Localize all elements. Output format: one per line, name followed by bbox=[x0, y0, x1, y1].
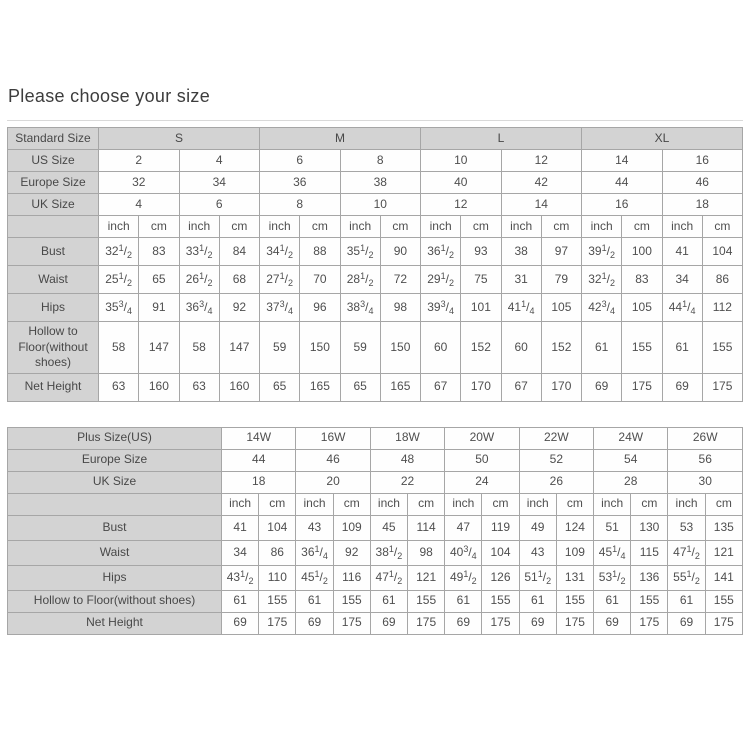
row-label: Hips bbox=[8, 294, 99, 322]
measurement-cell: 147 bbox=[219, 322, 259, 374]
measurement-cell: $41^1/_4$ bbox=[501, 294, 541, 322]
measurement-cell: $32^1/_2$ bbox=[582, 266, 622, 294]
measurement-cell: $35^1/_2$ bbox=[340, 238, 380, 266]
unit-cell: cm bbox=[631, 493, 668, 515]
measurement-cell: $49^1/_2$ bbox=[445, 565, 482, 590]
measurement-cell: 115 bbox=[631, 540, 668, 565]
measurement-cell: 67 bbox=[501, 373, 541, 401]
size-group-cell: L bbox=[421, 128, 582, 150]
measurement-cell: 100 bbox=[622, 238, 662, 266]
unit-cell: cm bbox=[259, 493, 296, 515]
measure-row bbox=[8, 294, 743, 322]
row-label: Hollow to Floor(without shoes) bbox=[8, 590, 222, 612]
measurement-cell: 61 bbox=[296, 590, 333, 612]
measurement-cell: $47^1/_2$ bbox=[370, 565, 407, 590]
unit-cell: inch bbox=[99, 216, 139, 238]
measure-row bbox=[8, 612, 743, 634]
measure-row bbox=[8, 515, 743, 540]
unit-row bbox=[8, 493, 743, 515]
size-value-cell: 14 bbox=[582, 150, 663, 172]
measurement-cell: 41 bbox=[222, 515, 259, 540]
row-label: Standard Size bbox=[8, 128, 99, 150]
row-label: Plus Size(US) bbox=[8, 427, 222, 449]
unit-cell: inch bbox=[260, 216, 300, 238]
measurement-cell: 59 bbox=[260, 322, 300, 374]
row-label: UK Size bbox=[8, 194, 99, 216]
size-value-cell: 18W bbox=[370, 427, 444, 449]
size-row bbox=[8, 194, 743, 216]
measurement-cell: 175 bbox=[705, 612, 742, 634]
measurement-cell: 90 bbox=[380, 238, 420, 266]
size-value-cell: 20 bbox=[296, 471, 370, 493]
size-value-cell: 20W bbox=[445, 427, 519, 449]
unit-cell: cm bbox=[482, 493, 519, 515]
measurement-cell: 31 bbox=[501, 266, 541, 294]
unit-cell: inch bbox=[370, 493, 407, 515]
measurement-cell: 160 bbox=[139, 373, 179, 401]
measurement-cell: 119 bbox=[482, 515, 519, 540]
size-value-cell: 40 bbox=[421, 172, 502, 194]
measurement-cell: 47 bbox=[445, 515, 482, 540]
measurement-cell: $36^1/_2$ bbox=[421, 238, 461, 266]
measurement-cell: 98 bbox=[408, 540, 445, 565]
measure-row bbox=[8, 565, 743, 590]
measurement-cell: 175 bbox=[631, 612, 668, 634]
size-value-cell: 6 bbox=[179, 194, 260, 216]
size-value-cell: 16 bbox=[662, 150, 743, 172]
measurement-cell: 130 bbox=[631, 515, 668, 540]
measurement-cell: 65 bbox=[260, 373, 300, 401]
row-label: Net Height bbox=[8, 373, 99, 401]
unit-cell: cm bbox=[408, 493, 445, 515]
size-value-cell: 30 bbox=[668, 471, 743, 493]
size-row bbox=[8, 427, 743, 449]
size-group-cell: S bbox=[99, 128, 260, 150]
measurement-cell: 121 bbox=[705, 540, 742, 565]
size-value-cell: 24 bbox=[445, 471, 519, 493]
unit-cell: inch bbox=[594, 493, 631, 515]
measurement-cell: 45 bbox=[370, 515, 407, 540]
measurement-cell: 41 bbox=[662, 238, 702, 266]
measurement-cell: 61 bbox=[594, 590, 631, 612]
unit-row-corner bbox=[8, 493, 222, 515]
measurement-cell: 69 bbox=[370, 612, 407, 634]
measurement-cell: 61 bbox=[662, 322, 702, 374]
row-label: Europe Size bbox=[8, 172, 99, 194]
size-value-cell: 4 bbox=[99, 194, 180, 216]
unit-cell: cm bbox=[556, 493, 593, 515]
row-label: Europe Size bbox=[8, 449, 222, 471]
measurement-cell: $38^3/_4$ bbox=[340, 294, 380, 322]
measurement-cell: 43 bbox=[296, 515, 333, 540]
measurement-cell: 43 bbox=[519, 540, 556, 565]
measure-row bbox=[8, 322, 743, 374]
row-label: Hips bbox=[8, 565, 222, 590]
measurement-cell: 63 bbox=[99, 373, 139, 401]
measurement-cell: $42^3/_4$ bbox=[582, 294, 622, 322]
size-value-cell: 28 bbox=[594, 471, 668, 493]
measurement-cell: 116 bbox=[333, 565, 370, 590]
unit-cell: cm bbox=[300, 216, 340, 238]
row-label: Net Height bbox=[8, 612, 222, 634]
measurement-cell: 65 bbox=[340, 373, 380, 401]
measurement-cell: 60 bbox=[421, 322, 461, 374]
measurement-cell: 69 bbox=[668, 612, 705, 634]
measurement-cell: 112 bbox=[702, 294, 742, 322]
measurement-cell: 124 bbox=[556, 515, 593, 540]
measurement-cell: 34 bbox=[222, 540, 259, 565]
measurement-cell: 155 bbox=[622, 322, 662, 374]
measurement-cell: 75 bbox=[461, 266, 501, 294]
measurement-cell: 141 bbox=[705, 565, 742, 590]
unit-cell: inch bbox=[662, 216, 702, 238]
size-group-row bbox=[8, 128, 743, 150]
measurement-cell: 155 bbox=[631, 590, 668, 612]
size-value-cell: 14 bbox=[501, 194, 582, 216]
unit-cell: inch bbox=[445, 493, 482, 515]
size-value-cell: 16 bbox=[582, 194, 663, 216]
unit-cell: inch bbox=[179, 216, 219, 238]
size-row bbox=[8, 471, 743, 493]
measurement-cell: 155 bbox=[556, 590, 593, 612]
unit-cell: cm bbox=[622, 216, 662, 238]
unit-cell: cm bbox=[139, 216, 179, 238]
measurement-cell: $39^1/_2$ bbox=[582, 238, 622, 266]
measurement-cell: 175 bbox=[482, 612, 519, 634]
measurement-cell: 59 bbox=[340, 322, 380, 374]
measurement-cell: $29^1/_2$ bbox=[421, 266, 461, 294]
measurement-cell: 93 bbox=[461, 238, 501, 266]
row-label: US Size bbox=[8, 150, 99, 172]
measurement-cell: 72 bbox=[380, 266, 420, 294]
measurement-cell: 67 bbox=[421, 373, 461, 401]
measurement-cell: 105 bbox=[541, 294, 581, 322]
unit-row-corner bbox=[8, 216, 99, 238]
measure-row bbox=[8, 238, 743, 266]
unit-cell: cm bbox=[541, 216, 581, 238]
measurement-cell: $51^1/_2$ bbox=[519, 565, 556, 590]
measurement-cell: 155 bbox=[408, 590, 445, 612]
size-value-cell: 10 bbox=[340, 194, 421, 216]
measurement-cell: 60 bbox=[501, 322, 541, 374]
measurement-cell: 175 bbox=[333, 612, 370, 634]
measurement-cell: $47^1/_2$ bbox=[668, 540, 705, 565]
row-label: Waist bbox=[8, 540, 222, 565]
measurement-cell: 109 bbox=[556, 540, 593, 565]
measurement-cell: 34 bbox=[662, 266, 702, 294]
measurement-cell: 91 bbox=[139, 294, 179, 322]
measurement-cell: 104 bbox=[259, 515, 296, 540]
measurement-cell: 97 bbox=[541, 238, 581, 266]
measurement-cell: $45^1/_2$ bbox=[296, 565, 333, 590]
size-value-cell: 12 bbox=[421, 194, 502, 216]
row-label: Hollow to Floor(without shoes) bbox=[8, 322, 99, 374]
measurement-cell: 155 bbox=[333, 590, 370, 612]
row-label: Bust bbox=[8, 238, 99, 266]
measurement-cell: 69 bbox=[519, 612, 556, 634]
unit-cell: inch bbox=[519, 493, 556, 515]
page-title: Please choose your size bbox=[8, 86, 211, 106]
measurement-cell: 136 bbox=[631, 565, 668, 590]
size-value-cell: 36 bbox=[260, 172, 341, 194]
size-value-cell: 46 bbox=[296, 449, 370, 471]
measurement-cell: 79 bbox=[541, 266, 581, 294]
measure-row bbox=[8, 266, 743, 294]
size-group-cell: XL bbox=[582, 128, 743, 150]
measurement-cell: 109 bbox=[333, 515, 370, 540]
measurement-cell: 61 bbox=[222, 590, 259, 612]
unit-cell: cm bbox=[705, 493, 742, 515]
measurement-cell: 175 bbox=[259, 612, 296, 634]
measurement-cell: $55^1/_2$ bbox=[668, 565, 705, 590]
measurement-cell: 69 bbox=[445, 612, 482, 634]
size-value-cell: 10 bbox=[421, 150, 502, 172]
measure-row bbox=[8, 373, 743, 401]
measurement-cell: $36^3/_4$ bbox=[179, 294, 219, 322]
size-value-cell: 8 bbox=[340, 150, 421, 172]
unit-cell: cm bbox=[461, 216, 501, 238]
plus-size-table bbox=[7, 427, 743, 635]
size-value-cell: 22W bbox=[519, 427, 593, 449]
measurement-cell: 83 bbox=[622, 266, 662, 294]
measurement-cell: 175 bbox=[622, 373, 662, 401]
row-label: Bust bbox=[8, 515, 222, 540]
measurement-cell: $25^1/_2$ bbox=[99, 266, 139, 294]
unit-cell: cm bbox=[219, 216, 259, 238]
measurement-cell: 61 bbox=[370, 590, 407, 612]
measurement-cell: 165 bbox=[380, 373, 420, 401]
measurement-cell: 61 bbox=[519, 590, 556, 612]
measurement-cell: $34^1/_2$ bbox=[260, 238, 300, 266]
measurement-cell: 150 bbox=[380, 322, 420, 374]
unit-row bbox=[8, 216, 743, 238]
measurement-cell: 152 bbox=[541, 322, 581, 374]
measurement-cell: 96 bbox=[300, 294, 340, 322]
measure-row bbox=[8, 590, 743, 612]
measurement-cell: 170 bbox=[461, 373, 501, 401]
measurement-cell: 63 bbox=[179, 373, 219, 401]
measurement-cell: 88 bbox=[300, 238, 340, 266]
measurement-cell: 104 bbox=[482, 540, 519, 565]
size-value-cell: 38 bbox=[340, 172, 421, 194]
measurement-cell: $37^3/_4$ bbox=[260, 294, 300, 322]
measurement-cell: 152 bbox=[461, 322, 501, 374]
size-value-cell: 50 bbox=[445, 449, 519, 471]
measurement-cell: 131 bbox=[556, 565, 593, 590]
size-value-cell: 42 bbox=[501, 172, 582, 194]
measurement-cell: 155 bbox=[259, 590, 296, 612]
unit-cell: inch bbox=[222, 493, 259, 515]
row-label: UK Size bbox=[8, 471, 222, 493]
measure-row bbox=[8, 540, 743, 565]
measurement-cell: 58 bbox=[179, 322, 219, 374]
measurement-cell: 110 bbox=[259, 565, 296, 590]
measurement-cell: $26^1/_2$ bbox=[179, 266, 219, 294]
measurement-cell: 155 bbox=[482, 590, 519, 612]
measurement-cell: 69 bbox=[582, 373, 622, 401]
measurement-cell: $39^3/_4$ bbox=[421, 294, 461, 322]
measurement-cell: 69 bbox=[594, 612, 631, 634]
measurement-cell: 101 bbox=[461, 294, 501, 322]
measurement-cell: 170 bbox=[541, 373, 581, 401]
size-value-cell: 56 bbox=[668, 449, 743, 471]
measurement-cell: 160 bbox=[219, 373, 259, 401]
measurement-cell: 69 bbox=[296, 612, 333, 634]
measurement-cell: 114 bbox=[408, 515, 445, 540]
size-value-cell: 12 bbox=[501, 150, 582, 172]
measurement-cell: $35^3/_4$ bbox=[99, 294, 139, 322]
size-value-cell: 8 bbox=[260, 194, 341, 216]
size-value-cell: 54 bbox=[594, 449, 668, 471]
measurement-cell: $33^1/_2$ bbox=[179, 238, 219, 266]
measurement-cell: 68 bbox=[219, 266, 259, 294]
measurement-cell: 147 bbox=[139, 322, 179, 374]
measurement-cell: $28^1/_2$ bbox=[340, 266, 380, 294]
measurement-cell: 150 bbox=[300, 322, 340, 374]
unit-cell: inch bbox=[340, 216, 380, 238]
measurement-cell: $43^1/_2$ bbox=[222, 565, 259, 590]
measurement-cell: 104 bbox=[702, 238, 742, 266]
size-value-cell: 52 bbox=[519, 449, 593, 471]
size-value-cell: 4 bbox=[179, 150, 260, 172]
measurement-cell: 86 bbox=[259, 540, 296, 565]
measurement-cell: 155 bbox=[702, 322, 742, 374]
unit-cell: inch bbox=[296, 493, 333, 515]
size-value-cell: 24W bbox=[594, 427, 668, 449]
measurement-cell: 61 bbox=[668, 590, 705, 612]
unit-cell: inch bbox=[421, 216, 461, 238]
unit-cell: inch bbox=[668, 493, 705, 515]
measurement-cell: 61 bbox=[445, 590, 482, 612]
measurement-cell: 98 bbox=[380, 294, 420, 322]
size-value-cell: 6 bbox=[260, 150, 341, 172]
size-row bbox=[8, 172, 743, 194]
size-value-cell: 16W bbox=[296, 427, 370, 449]
unit-cell: inch bbox=[501, 216, 541, 238]
measurement-cell: 86 bbox=[702, 266, 742, 294]
measurement-cell: $40^3/_4$ bbox=[445, 540, 482, 565]
measurement-cell: 105 bbox=[622, 294, 662, 322]
measurement-cell: 175 bbox=[408, 612, 445, 634]
size-value-cell: 2 bbox=[99, 150, 180, 172]
measurement-cell: $44^1/_4$ bbox=[662, 294, 702, 322]
row-label: Waist bbox=[8, 266, 99, 294]
measurement-cell: 53 bbox=[668, 515, 705, 540]
size-row bbox=[8, 449, 743, 471]
measurement-cell: $38^1/_2$ bbox=[370, 540, 407, 565]
measurement-cell: 121 bbox=[408, 565, 445, 590]
measurement-cell: 175 bbox=[702, 373, 742, 401]
size-row bbox=[8, 150, 743, 172]
measurement-cell: 92 bbox=[333, 540, 370, 565]
measurement-cell: 49 bbox=[519, 515, 556, 540]
measurement-cell: 155 bbox=[705, 590, 742, 612]
size-group-cell: M bbox=[260, 128, 421, 150]
size-value-cell: 26W bbox=[668, 427, 743, 449]
measurement-cell: $36^1/_4$ bbox=[296, 540, 333, 565]
unit-cell: cm bbox=[702, 216, 742, 238]
measurement-cell: 38 bbox=[501, 238, 541, 266]
measurement-cell: 175 bbox=[556, 612, 593, 634]
measurement-cell: $27^1/_2$ bbox=[260, 266, 300, 294]
size-value-cell: 46 bbox=[662, 172, 743, 194]
measurement-cell: 69 bbox=[222, 612, 259, 634]
measurement-cell: 165 bbox=[300, 373, 340, 401]
size-value-cell: 18 bbox=[662, 194, 743, 216]
size-value-cell: 18 bbox=[222, 471, 296, 493]
measurement-cell: 70 bbox=[300, 266, 340, 294]
measurement-cell: 69 bbox=[662, 373, 702, 401]
size-value-cell: 44 bbox=[222, 449, 296, 471]
measurement-cell: 51 bbox=[594, 515, 631, 540]
measurement-cell: $45^1/_4$ bbox=[594, 540, 631, 565]
measurement-cell: $32^1/_2$ bbox=[99, 238, 139, 266]
unit-cell: inch bbox=[582, 216, 622, 238]
measurement-cell: 58 bbox=[99, 322, 139, 374]
measurement-cell: 92 bbox=[219, 294, 259, 322]
measurement-cell: 61 bbox=[582, 322, 622, 374]
unit-cell: cm bbox=[333, 493, 370, 515]
size-value-cell: 22 bbox=[370, 471, 444, 493]
measurement-cell: 126 bbox=[482, 565, 519, 590]
measurement-cell: 84 bbox=[219, 238, 259, 266]
measurement-cell: 135 bbox=[705, 515, 742, 540]
title-divider bbox=[7, 120, 743, 121]
size-value-cell: 44 bbox=[582, 172, 663, 194]
unit-cell: cm bbox=[380, 216, 420, 238]
measurement-cell: 65 bbox=[139, 266, 179, 294]
measurement-cell: 83 bbox=[139, 238, 179, 266]
size-value-cell: 34 bbox=[179, 172, 260, 194]
size-value-cell: 14W bbox=[222, 427, 296, 449]
standard-size-table bbox=[7, 127, 743, 402]
measurement-cell: $53^1/_2$ bbox=[594, 565, 631, 590]
size-value-cell: 32 bbox=[99, 172, 180, 194]
size-value-cell: 48 bbox=[370, 449, 444, 471]
size-value-cell: 26 bbox=[519, 471, 593, 493]
